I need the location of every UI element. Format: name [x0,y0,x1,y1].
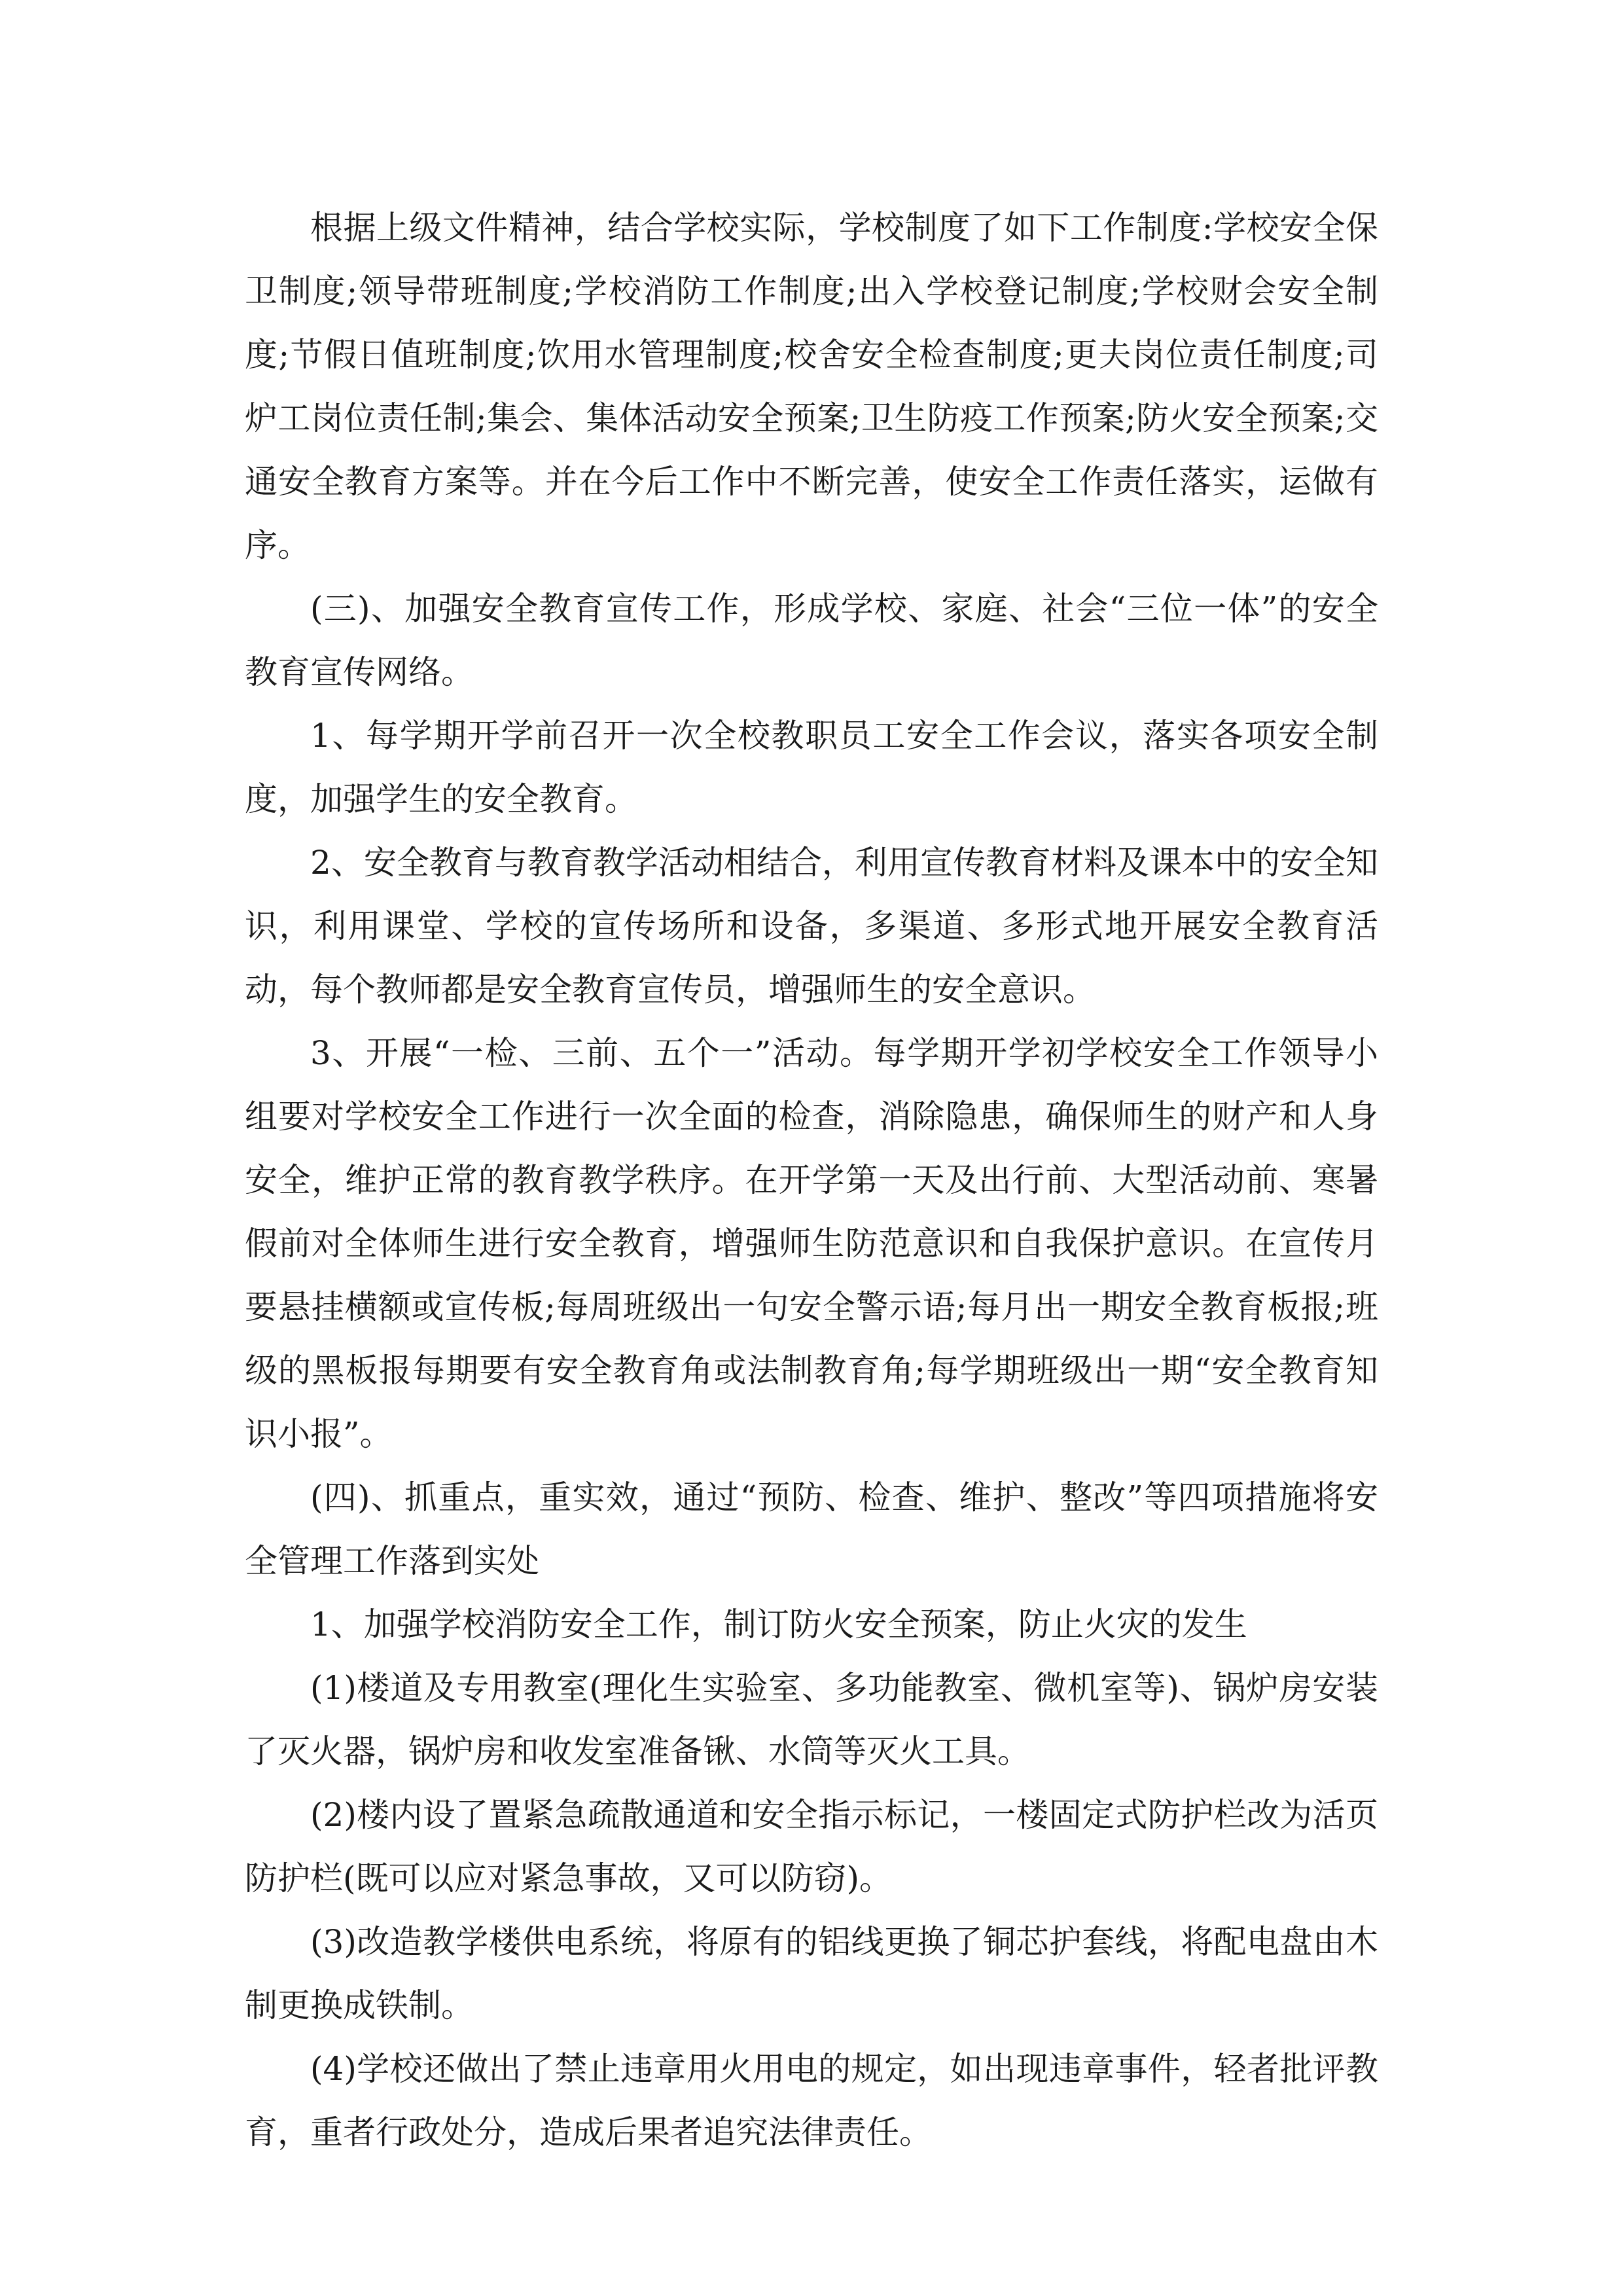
paragraph-item-2: 2、安全教育与教育教学活动相结合，利用宣传教育材料及课本中的安全知识，利用课堂、学校的宣传场所和设备，多渠道、多形式地开展安全教育活动，每个教师都是安全教育宣传员，增强师生的安全意识。 [245,844,1378,1009]
section-heading-4: (四)、抓重点，重实效，通过“预防、检查、维护、整改”等四项措施将安全管理工作落到实处 [245,1479,1378,1580]
paragraph-subitem-2: (2)楼内设了置紧急疏散通道和安全指示标记，一楼固定式防护栏改为活页防护栏(既可以应对紧急事故，又可以防窃)。 [245,1796,1378,1897]
paragraph-safety-regulations: 根据上级文件精神，结合学校实际，学校制度了如下工作制度:学校安全保卫制度;领导带班制度;学校消防工作制度;出入学校登记制度;学校财会安全制度;节假日值班制度;饮用水管理制度;校舍安全检查制度;更夫岗位责任制度;司炉工岗位责任制;集会、集体活动安全预案;卫生防疫工作预案;防火安全预案;交通安全教育方案等。并在今后工作中不断完善，使安全工作责任落实，运做有序。 [245,209,1378,564]
paragraph-fire-safety: 1、加强学校消防安全工作，制订防火安全预案，防止火灾的发生 [310,1605,1247,1643]
paragraph-subitem-3: (3)改造教学楼供电系统，将原有的铝线更换了铜芯护套线，将配电盘由木制更换成铁制。 [245,1923,1378,2024]
paragraph-subitem-4: (4)学校还做出了禁止违章用火用电的规定，如出现违章事件，轻者批评教育，重者行政处分，造成后果者追究法律责任。 [245,2050,1378,2151]
document-body [245,196,1378,2164]
paragraph-subitem-1: (1)楼道及专用教室(理化生实验室、多功能教室、微机室等)、锅炉房安装了灭火器，锅炉房和收发室准备锹、水筒等灭火工具。 [245,1669,1378,1770]
paragraph-item-1: 1、每学期开学前召开一次全校教职员工安全工作会议，落实各项安全制度，加强学生的安全教育。 [245,717,1378,818]
paragraph-item-3: 3、开展“一检、三前、五个一”活动。每学期开学初学校安全工作领导小组要对学校安全工作进行一次全面的检查，消除隐患，确保师生的财产和人身安全，维护正常的教育教学秩序。在开学第一天及出行前、大型活动前、寒暑假前对全体师生进行安全教育，增强师生防范意识和自我保护意识。在宣传月要悬挂横额或宣传板;每周班级出一句安全警示语;每月出一期安全教育板报;班级的黑板报每期要有安全教育角或法制教育角;每学期班级出一期“安全教育知识小报”。 [245,1034,1378,1453]
section-heading-3: (三)、加强安全教育宣传工作，形成学校、家庭、社会“三位一体”的安全教育宣传网络。 [245,590,1378,691]
